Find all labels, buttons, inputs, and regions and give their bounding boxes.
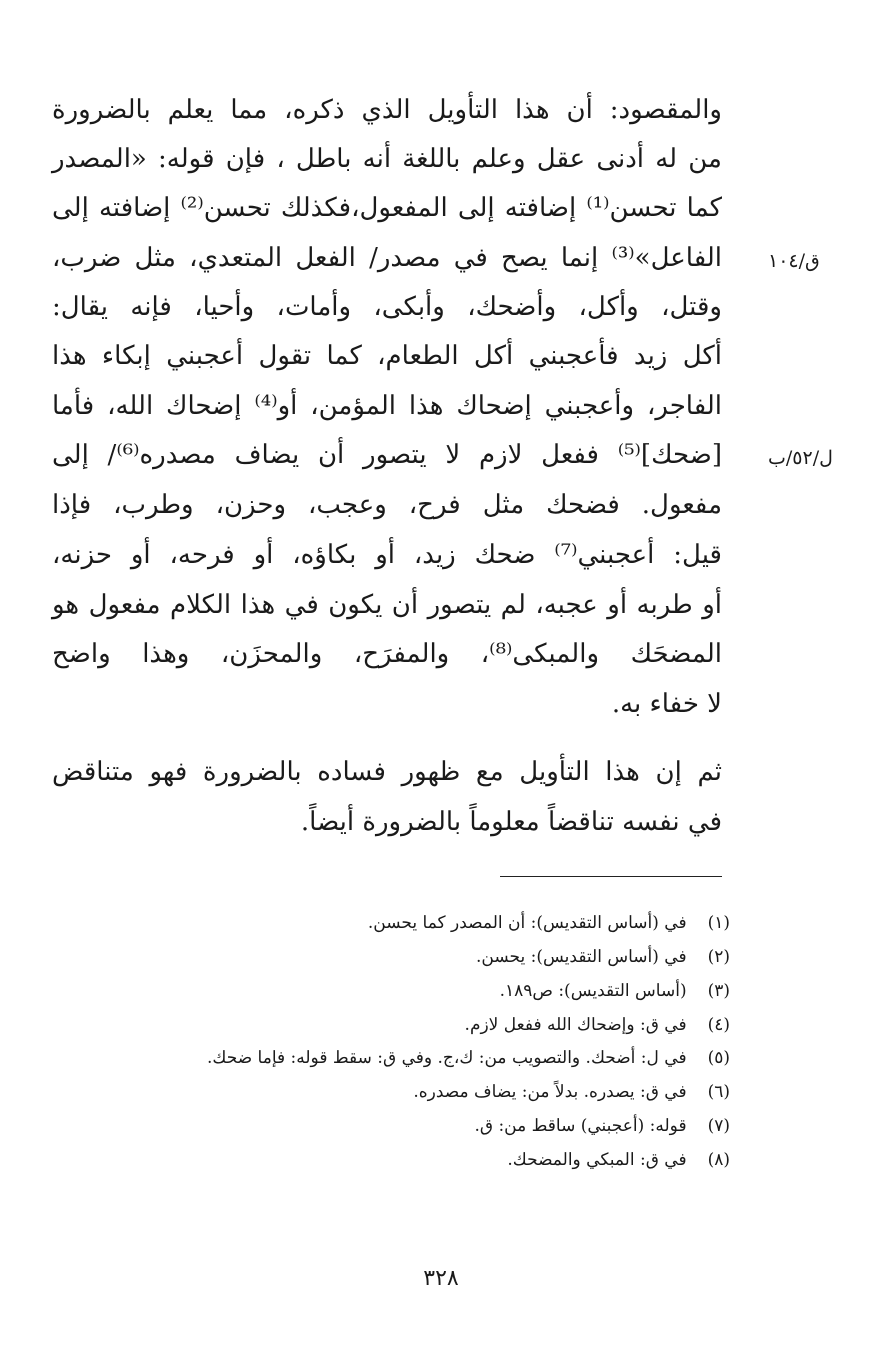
footnote-number: (٣) bbox=[707, 981, 730, 1001]
body-line: أكل زيد فأعجبني أكل الطعام، كما تقول أعجبني إبكاء هذا bbox=[52, 341, 722, 371]
footnote bbox=[368, 912, 730, 934]
footnote-text: في ق: وإضحاك الله ففعل لازم. bbox=[464, 1015, 687, 1035]
footnote bbox=[476, 946, 730, 968]
body-line: الفاعل»⁽³⁾ إنما يصح في مصدر/ الفعل المتعدي، مثل ضرب، bbox=[52, 243, 722, 273]
body-line: المضحَك والمبكى⁽⁸⁾، والمفرَح، والمحزَن، وهذا واضح bbox=[52, 639, 722, 669]
footnote-number: (٢) bbox=[707, 947, 730, 967]
body-line: ثم إن هذا التأويل مع ظهور فساده بالضرورة فهو متناقض bbox=[52, 757, 722, 787]
body-line: أو طربه أو عجبه، لم يتصور أن يكون في هذا الكلام مفعول هو bbox=[52, 590, 722, 620]
margin-note: ق/١٠٤ bbox=[768, 250, 820, 272]
footnote-text: في ق: المبكي والمضحك. bbox=[507, 1150, 687, 1170]
footnote bbox=[465, 1014, 730, 1036]
page-number: ٣٢٨ bbox=[423, 1266, 459, 1291]
footnote-number: (٨) bbox=[707, 1150, 730, 1170]
body-line: والمقصود: أن هذا التأويل الذي ذكره، مما يعلم بالضرورة bbox=[52, 95, 722, 125]
body-line: في نفسه تناقضاً معلوماً بالضرورة أيضاً. bbox=[300, 807, 722, 837]
footnote-text: في (أساس التقديس): يحسن. bbox=[476, 947, 687, 967]
body-line: من له أدنى عقل وعلم باللغة أنه باطل ، فإن قوله: «المصدر bbox=[52, 144, 722, 174]
footnote bbox=[413, 1081, 730, 1103]
footnote-number: (٥) bbox=[707, 1048, 730, 1068]
body-line: كما تحسن⁽¹⁾ إضافته إلى المفعول،فكذلك تحسن⁽²⁾ إضافته إلى bbox=[52, 193, 722, 223]
footnote-divider bbox=[500, 876, 722, 877]
margin-note: ل/٥٢/ب bbox=[768, 447, 833, 469]
footnote-number: (٧) bbox=[707, 1116, 730, 1136]
footnote-number: (١) bbox=[707, 913, 730, 933]
footnote-number: (٤) bbox=[707, 1015, 730, 1035]
footnote-text: (أساس التقديس): ص١٨٩. bbox=[499, 981, 687, 1001]
footnote bbox=[507, 1149, 730, 1171]
body-line: قيل: أعجبني⁽⁷⁾ ضحك زيد، أو بكاؤه، أو فرحه، أو حزنه، bbox=[52, 540, 722, 570]
footnote-text: في ق: يصدره. بدلاً من: يضاف مصدره. bbox=[413, 1082, 687, 1102]
footnote-text: في (أساس التقديس): أن المصدر كما يحسن. bbox=[367, 913, 687, 933]
body-line: الفاجر، وأعجبني إضحاك هذا المؤمن، أو⁽⁴⁾ إضحاك الله، فأما bbox=[52, 391, 722, 421]
body-line: لا خفاء به. bbox=[611, 689, 722, 719]
footnote-number: (٦) bbox=[707, 1082, 730, 1102]
footnote bbox=[474, 1115, 730, 1137]
footnote bbox=[207, 1047, 730, 1069]
body-line: مفعول. فضحك مثل فرح، وعجب، وحزن، وطرب، فإذا bbox=[52, 490, 722, 520]
footnote bbox=[500, 980, 730, 1002]
footnote-text: قوله: (أعجبني) ساقط من: ق. bbox=[474, 1116, 687, 1136]
footnote-text: في ل: أضحك. والتصويب من: ك،ج. وفي ق: سقط قوله: فإما ضحك. bbox=[207, 1048, 687, 1068]
body-line: وقتل، وأكل، وأضحك، وأبكى، وأمات، وأحيا، فإنه يقال: bbox=[52, 292, 722, 322]
body-line: [ضحك]⁽⁵⁾ ففعل لازم لا يتصور أن يضاف مصدره⁽⁶⁾/ إلى bbox=[52, 440, 722, 470]
